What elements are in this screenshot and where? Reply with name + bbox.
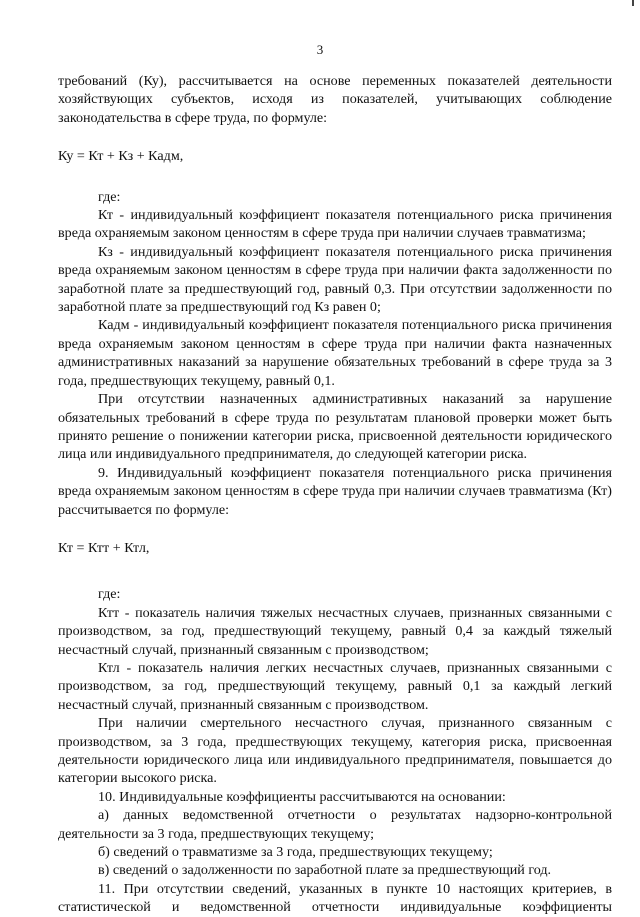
paragraph-continuation: требований (Ку), рассчитывается на основе переменных показателей деятельности хозяйствующих субъектов, исходя из показателей, учитывающих соблюдение законодательства в сфере труда, по формуле: xyxy=(58,73,612,126)
definition-kadm: Кадм - индивидуальный коэффициент показателя потенциального риска причинения вреда охраняемым законом ценностям в сфере труда при наличии факта назначенных административных наказаний за нарушение обязательных требований в сфере труда за 3 года, предшествующих текущему, равный 0,1. xyxy=(58,317,612,389)
paragraph-fatal-accident: При наличии смертельного несчастного случая, признанного связанным с производством, за 3 года, предшествующих текущему, категория риска, присвоенная деятельности юридического лица или индивидуального предпринимателя, повышается до категории высокого риска. xyxy=(58,715,612,787)
document-body xyxy=(58,72,612,917)
formula-kt: Кт = Ктт + Ктл, xyxy=(58,539,150,556)
definition-kz: Кз - индивидуальный коэффициент показателя потенциального риска причинения вреда охраняемым законом ценностям в сфере труда при наличии факта задолженности по заработной плате за предшествующий год, равный 0,3. При отсутствии задолженности по заработной плате за предшествующий год Кз равен 0; xyxy=(58,243,612,316)
item-10: 10. Индивидуальные коэффициенты рассчитываются на основании: xyxy=(98,788,506,805)
page-number: 3 xyxy=(316,42,324,57)
item-9: 9. Индивидуальный коэффициент показателя потенциального риска причинения вреда охраняемым законом ценностям в сфере труда при наличии случаев травматизма (Кт) рассчитывается по формуле: xyxy=(58,464,612,518)
definition-ktl: Ктл - показатель наличия легких несчастных случаев, признанных связанными с производством, за год, предшествующий текущему, равный 0,1 за каждый легкий несчастный случай, признанный связанным с производством. xyxy=(58,659,612,713)
where-label-2: где: xyxy=(98,586,121,603)
where-label: где: xyxy=(98,188,121,205)
formula-ku: Ку = Кт + Кз + Кадм, xyxy=(58,148,184,165)
item-10b: б) сведений о травматизме за 3 года, предшествующих текущему; xyxy=(98,844,493,861)
paragraph-no-admin-penalties: При отсутствии назначенных административных наказаний за нарушение обязательных требований в сфере труда по результатам плановой проверки может быть принято решение о понижении категории риска, присвоенной деятельности юридического лица или индивидуального предпринимателя, до следующей категории риска. xyxy=(58,391,612,463)
scan-mark xyxy=(632,0,634,6)
definition-kt: Кт - индивидуальный коэффициент показателя потенциального риска причинения вреда охраняемым законом ценностям в сфере труда при наличии случаев травматизма; xyxy=(58,207,612,242)
item-10c: в) сведений о задолженности по заработной плате за предшествующий год. xyxy=(98,862,552,879)
definition-ktt: Ктт - показатель наличия тяжелых несчастных случаев, признанных связанными с производством, за год, предшествующий текущему, равный 0,4 за каждый тяжелый несчастный случай, признанный связанным с производством; xyxy=(58,604,612,658)
item-11: 11. При отсутствии сведений, указанных в пункте 10 настоящих критериев, в статистической и ведомственной отчетности индивидуальные коэффициенты xyxy=(58,880,612,916)
item-10a: а) данных ведомственной отчетности о результатах надзорно-контрольной деятельности за 3 года, предшествующих текущему; xyxy=(58,807,612,842)
